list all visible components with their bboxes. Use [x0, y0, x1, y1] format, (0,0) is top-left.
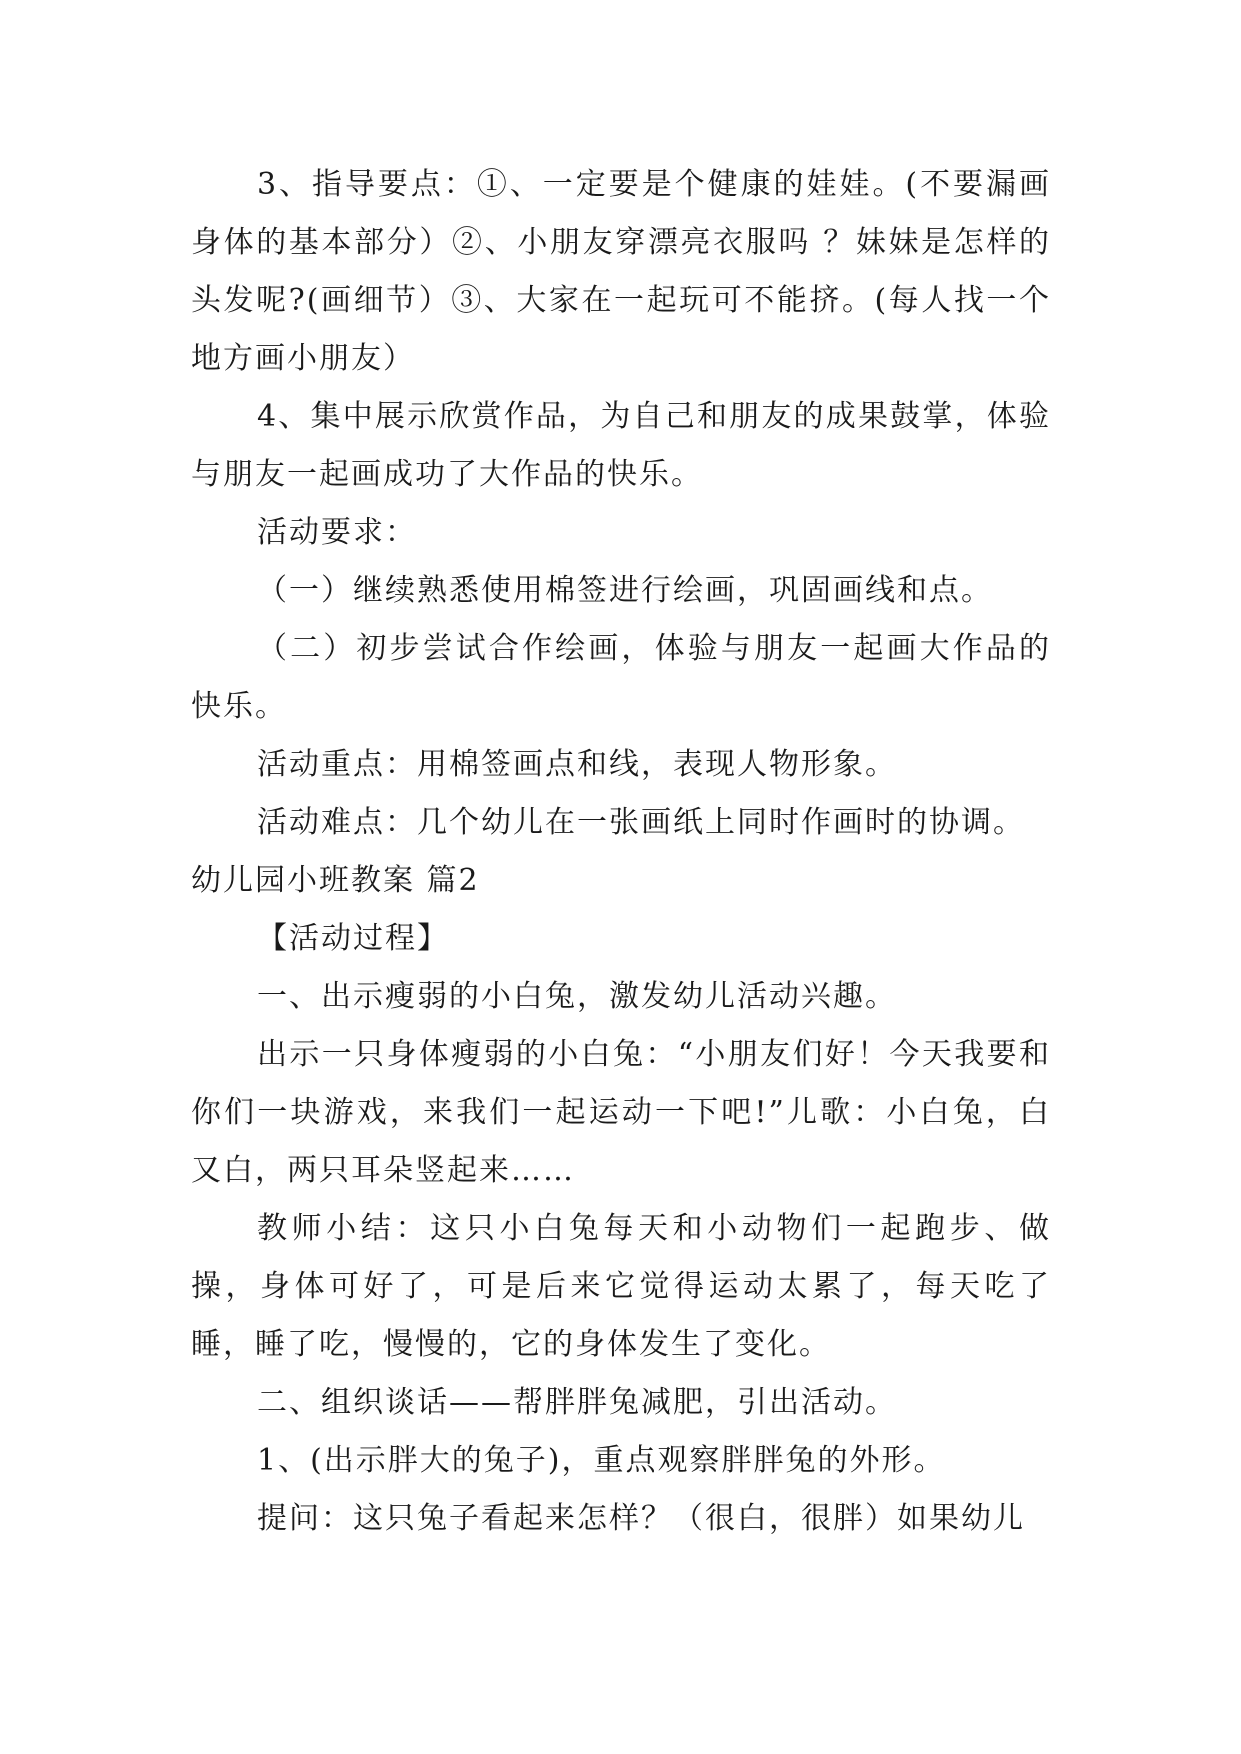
document-page — [191, 156, 1051, 1548]
paragraph-show-rabbit: 出示一只身体瘦弱的小白兔：“小朋友们好！今天我要和你们一块游戏，来我们一起运动一下吧!”儿歌：小白兔，白又白，两只耳朵竖起来…… — [191, 1037, 1051, 1188]
paragraph-showcase-works: 4、集中展示欣赏作品，为自己和朋友的成果鼓掌，体验与朋友一起画成功了大作品的快乐。 — [191, 399, 1051, 492]
paragraph-step-two: 二、组织谈话——帮胖胖兔减肥，引出活动。 — [257, 1385, 897, 1420]
paragraph-activity-focus: 活动重点：用棉签画点和线，表现人物形象。 — [257, 747, 897, 782]
paragraph-question: 提问：这只兔子看起来怎样？（很白，很胖）如果幼儿 — [257, 1501, 1025, 1536]
paragraph-activity-requirements-heading: 活动要求： — [257, 515, 417, 550]
section-title-lesson-plan-2: 幼儿园小班教案 篇2 — [191, 863, 480, 898]
paragraph-activity-difficulty: 活动难点：几个幼儿在一张画纸上同时作画时的协调。 — [257, 805, 1025, 840]
paragraph-requirement-one: （一）继续熟悉使用棉签进行绘画，巩固画线和点。 — [257, 573, 993, 608]
paragraph-observe-rabbit: 1、(出示胖大的兔子)，重点观察胖胖兔的外形。 — [257, 1443, 946, 1478]
paragraph-guidance-points: 3、指导要点：①、一定要是个健康的娃娃。(不要漏画身体的基本部分）②、小朋友穿漂亮衣服吗 ？妹妹是怎样的头发呢?(画细节）③、大家在一起玩可不能挤。(每人找一个地方画小朋友） — [191, 167, 1051, 376]
paragraph-step-one: 一、出示瘦弱的小白兔，激发幼儿活动兴趣。 — [257, 979, 897, 1014]
paragraph-teacher-summary: 教师小结：这只小白兔每天和小动物们一起跑步、做操，身体可好了，可是后来它觉得运动太累了，每天吃了睡，睡了吃，慢慢的，它的身体发生了变化。 — [191, 1211, 1051, 1362]
paragraph-requirement-two: （二）初步尝试合作绘画，体验与朋友一起画大作品的快乐。 — [191, 631, 1051, 724]
paragraph-activity-process-heading: 【活动过程】 — [257, 921, 449, 956]
